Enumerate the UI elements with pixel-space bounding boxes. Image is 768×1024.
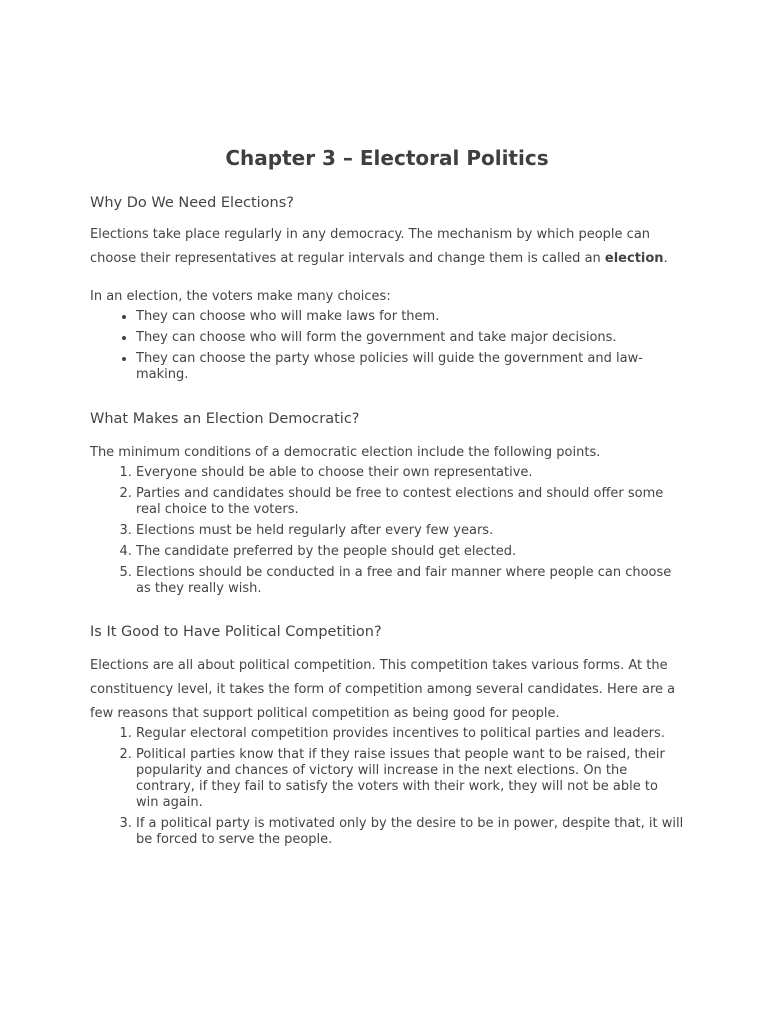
bold-term-election: election [604,251,664,266]
list-item: • They can choose who will form the government and take major decisions. [136,330,684,346]
paragraph-punctuation: . [663,251,668,266]
competition-reasons-list [90,726,684,848]
list-item: 1. Everyone should be able to choose their own representative. [136,465,684,481]
list-item: 4. The candidate preferred by the people should get elected. [136,544,684,560]
list-item: • They can choose who will make laws for them. [136,309,684,325]
list-item: 2. Political parties know that if they raise issues that people want to be raised, their popularity and chances of victory will increase in the next elections. On the contrary, if they fail to satisfy the voters with their work, they will not be able to win again. [136,747,684,811]
section-heading-political-competition: Is It Good to Have Political Competition? [90,624,382,640]
paragraph-election-definition [90,223,684,271]
paragraph-competition-intro: Elections are all about political competition. This competition takes various forms. At the constituency level, it takes the form of competition among several candidates. Here are a few reasons that support political competition as being good for people. [90,658,676,721]
conditions-list [90,465,684,597]
paragraph-text: Elections take place regularly in any democracy. The mechanism by which people can choose their representatives at regular intervals and change them is called an [90,227,651,266]
page-title: Chapter 3 – Electoral Politics [225,146,549,170]
paragraph-minimum-conditions: The minimum conditions of a democratic election include the following points. [90,445,601,460]
list-item: 3. If a political party is motivated only by the desire to be in power, despite that, it will be forced to serve the people. [136,816,684,848]
section-heading-democratic-election: What Makes an Election Democratic? [90,411,360,427]
section-heading-why-elections: Why Do We Need Elections? [90,195,294,211]
list-item: 5. Elections should be conducted in a free and fair manner where people can choose as they really wish. [136,565,684,597]
list-item: • They can choose the party whose policies will guide the government and law-making. [136,351,684,383]
list-item: 1. Regular electoral competition provides incentives to political parties and leaders. [136,726,684,742]
paragraph-voter-choices: In an election, the voters make many choices: [90,289,391,304]
list-item: 3. Elections must be held regularly after every few years. [136,523,684,539]
list-item: 2. Parties and candidates should be free to contest elections and should offer some real choice to the voters. [136,486,684,518]
document-page [90,143,684,853]
voter-choices-list [90,309,684,383]
